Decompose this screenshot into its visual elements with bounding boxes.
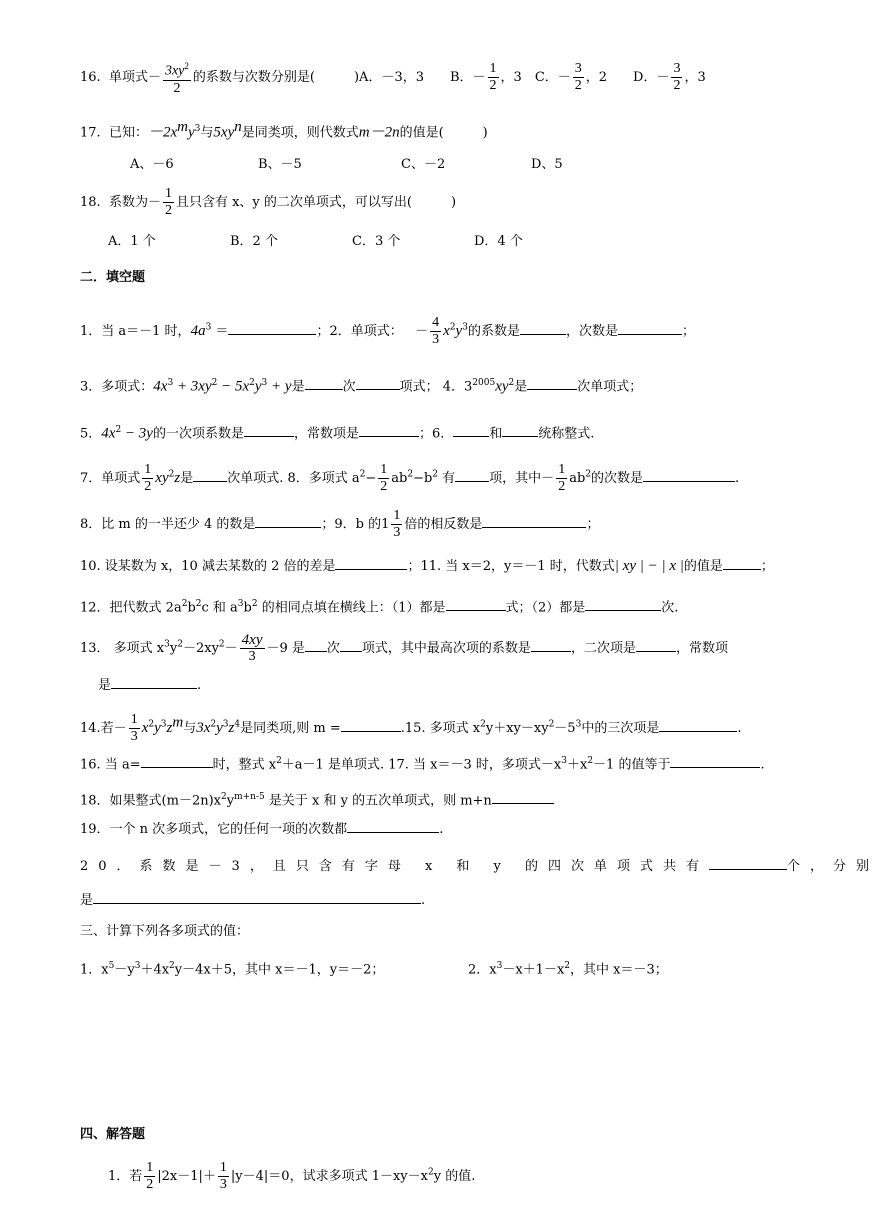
text: . [197,678,202,693]
text: ，二次项是 [570,641,636,656]
text: 12．把代数式 2a [80,600,182,616]
answer-blank[interactable] [531,637,571,652]
fill-16-17 [80,751,765,775]
answer-blank[interactable] [482,513,586,528]
math: －2x [147,124,178,141]
text: ，常数项是 [293,426,359,442]
sup: 2 [359,469,366,480]
math: z [228,720,235,736]
frac-den: 3 [248,649,256,664]
answer-blank[interactable] [244,422,294,437]
fill-1-2 [80,315,695,348]
text: ，常数项 [675,641,728,656]
frac-num: 1 [146,1160,154,1175]
section-title-calc: 三、计算下列各多项式的值： [80,924,250,939]
frac-num: 3 [673,60,681,76]
frac-num: 1 [489,60,497,76]
math: − 5x [217,378,250,395]
sup: 2 [181,599,188,609]
sup: 2 [548,719,555,730]
text: 中的三次项是 [581,721,660,736]
text: － [415,324,429,339]
text: 系数为－ [108,195,161,210]
text: 的一次项系数是 [152,426,244,442]
frac-den: 2 [558,479,566,494]
answer-blank[interactable] [636,637,676,652]
answer-blank[interactable] [618,320,682,335]
answer-blank[interactable] [527,375,577,390]
text: 5． [80,426,102,442]
fraction [240,632,265,665]
sup: 3 [222,719,229,730]
text: 时，整式 x [212,757,277,773]
sup: 2 [508,378,515,388]
option-b: B．2 个 [230,234,278,249]
frac-den: 2 [574,77,582,93]
text: ； [681,324,695,339]
section-title-answer: 四、解答题 [80,1127,146,1142]
text: 的值是 [683,559,723,574]
frac-den: 3 [130,729,138,744]
math: y [216,720,223,736]
mixed-whole: 1 [381,517,390,532]
text: ，3 [684,69,706,85]
fill-12 [80,594,678,618]
text: 的次数是 [591,471,644,486]
sup: 3 [134,961,141,971]
sup: 2 [427,1167,434,1178]
sup: 2 [195,599,202,609]
text: ，次数是 [565,324,618,339]
question-16 [80,58,706,97]
fraction [556,462,567,495]
fill-14-15 [80,712,741,745]
text: 1．若 [108,1169,143,1184]
calc-1 [80,956,384,980]
text: y [169,641,178,656]
section-title-fill: 二．填空题 [80,270,146,285]
text: 的系数与次数分别是( )A．－3，3 B．－ [192,69,486,85]
answer-blank[interactable] [359,422,419,437]
fraction [671,61,682,94]
frac-den: 3 [393,525,401,540]
q-number: 16. [80,69,101,85]
option-d: D、5 [531,157,563,172]
text: 式；（2）都是 [505,600,586,616]
text: −b [413,471,433,486]
answer-blank[interactable] [111,674,197,689]
answer-blank[interactable] [228,320,316,335]
answer-blank[interactable] [340,637,362,652]
text: 已知： [108,125,148,141]
sup: n [234,119,242,135]
math: z [174,470,181,486]
sup: m+n-5 [234,792,265,802]
text: 统称整式. [538,426,595,442]
answer-blank[interactable] [585,596,661,611]
fraction [163,186,174,219]
answer-blank[interactable] [93,889,421,904]
sup: 3 [462,322,468,333]
text: 8．比 m 的一半还少 4 的数是 [80,517,256,532]
text: ，其中 x＝－3； [570,962,668,978]
sup: 2 [249,378,255,388]
fraction [573,61,584,94]
sup: 3 [261,378,268,388]
text: |y－4|＝0，试求多项式 1－xy－x [230,1169,428,1184]
text: ；11. 当 x＝2，y＝－1 时，代数式 [407,559,615,574]
fill-13-cont [98,674,201,696]
fill-20 [80,855,879,877]
math: | xy | − | x | [614,558,684,574]
text: ＋x [566,757,588,773]
math: x [141,720,149,736]
text: 是 [80,893,94,908]
math: z [166,720,173,736]
sup: 3 [167,378,174,388]
text: 2．x [468,962,497,978]
frac-num: 1 [380,462,388,477]
answer-blank[interactable] [492,789,554,804]
text: 是 [180,471,194,486]
sup: 2 [564,961,571,971]
option-c: C、－2 [401,157,446,172]
answer-blank[interactable] [341,717,401,732]
sup: 2 [585,469,591,480]
fill-19 [80,818,443,840]
sup: 2 [480,719,486,730]
fraction [378,462,389,495]
sup: 2 [168,469,175,480]
text: 20．系数是－3，且只含有字母 x 和 y 的四次单项式共有 [80,859,710,874]
text: －2xy [182,641,219,656]
answer-blank[interactable] [141,753,213,768]
math: xy [155,470,169,486]
text: ； [760,559,774,574]
frac-den: 2 [164,203,172,218]
sup: 2 [221,792,227,802]
text: y [226,793,235,809]
text: 19．一个 n 次多项式，它的任何一项的次数都 [80,822,348,837]
fraction [430,315,441,348]
text: 与 [200,125,214,141]
sup: 3 [194,124,201,134]
text: .15. 多项式 x [400,721,481,736]
text: 18．如果整式(m－2n)x [80,793,221,809]
frac-num: 1 [130,712,138,727]
text: －9 是 [266,641,305,656]
text: 且只含有 x、y 的二次单项式，可以写出( ) [175,195,457,210]
q17-options [130,155,563,175]
sup: 2 [169,961,175,971]
text: 13． 多项式 x [80,641,165,656]
text: 次 [326,641,340,656]
answer-1 [108,1160,475,1193]
math: 5xy [213,124,235,141]
frac-den: 3 [432,332,440,347]
sup: 2 [432,469,439,480]
frac-den: 2 [144,479,152,494]
sup: 2 [184,61,189,71]
math: xy [495,378,509,395]
text: －y [114,962,135,978]
text: 的值是( ) [399,125,488,141]
text: . [737,721,742,736]
math: m－2n [358,124,400,141]
answer-blank[interactable] [659,717,737,732]
text: 有 [438,471,456,486]
question-17 [80,117,488,143]
text: 1．当 a＝－1 时， [80,324,191,339]
text: y＋xy－xy [485,721,549,736]
option-b: B、－5 [258,157,302,172]
math: 4x [153,378,168,395]
text: y－4x＋5，其中 x＝－1，y＝－2； [174,962,385,978]
sup: 3 [575,719,582,730]
sup: 3 [160,719,167,730]
fill-20-cont [80,889,425,911]
text: 10. 设某数为 x，10 减去某数的 2 倍的差是 [80,559,336,574]
text: 是 [98,678,112,693]
math: y [187,124,195,141]
answer-blank[interactable] [356,375,400,390]
text: 次. [661,600,679,616]
text: 次单项式； [577,379,643,395]
frac-den: 2 [146,1177,154,1192]
q-number: 18. [80,195,101,210]
frac-den: 2 [380,479,388,494]
frac-num: 1 [219,1160,227,1175]
option-c: C．3 个 [352,234,401,249]
text: ，3 C．－ [500,69,571,85]
sup: 2 [587,756,594,766]
frac-den: 2 [173,80,181,96]
sup: 2 [148,719,155,730]
math: 4x [101,425,116,442]
fill-8-9 [80,508,599,541]
fill-7-8 [80,462,739,495]
q18-options [108,232,523,252]
text: 是同类项,则 m = [240,721,341,736]
text: ab [391,471,408,486]
sup: 2 [449,322,456,333]
text: 是关于 x 和 y 的五次单项式，则 m+n [264,793,492,809]
text: . [760,757,765,773]
sup: 4 [234,719,241,730]
calc-2 [468,956,668,980]
fraction [163,58,191,97]
text: ，2 D．－ [585,69,670,85]
text: 3 [464,379,473,395]
sup: 2 [276,756,282,766]
text: c 和 a [201,600,238,616]
text: ；2．单项式： [316,324,403,339]
sup: 3 [205,322,212,333]
math: y [455,323,463,339]
fraction [144,1160,155,1193]
frac-num: 1 [393,508,401,523]
frac-num: 1 [164,186,172,201]
text: 个，分别 [787,859,879,874]
sup: 2 [251,599,258,609]
sup: m [172,714,184,731]
sup: 2 [211,378,218,388]
frac-num: 3 [574,60,582,76]
answer-blank[interactable] [193,467,227,482]
answer-blank[interactable] [502,422,538,437]
frac-num: 4xy [241,632,263,648]
text: ； [586,517,600,532]
sup: 3 [496,961,503,971]
option-d: D．4 个 [474,234,523,249]
answer-blank[interactable] [723,555,761,570]
fraction [488,61,499,94]
sup: m [177,119,188,135]
text: 项式； 4． [399,379,464,395]
answer-blank[interactable] [446,596,506,611]
text: 倍的相反数是 [404,517,483,532]
math: + y [267,378,292,395]
text: 与 [183,721,197,736]
frac-den: 2 [673,77,681,93]
text: －x＋1－x [502,962,565,978]
text: ＋4x [140,962,170,978]
text: . [421,893,426,908]
text: |2x－1|＋ [157,1169,216,1184]
sup: 5 [108,961,115,971]
answer-blank[interactable] [305,637,327,652]
fill-3-4 [80,373,642,397]
question-18 [80,186,456,219]
text: 3．多项式： [80,379,154,395]
frac-den: 2 [489,77,497,93]
sup: 2005 [472,378,496,388]
text: 和 [489,426,503,442]
fill-18 [80,787,554,811]
text: − [365,471,377,486]
math: x [443,323,450,339]
text: 次 [342,379,356,395]
math: 3x [196,720,211,736]
sup: 3 [561,756,567,766]
fraction [218,1160,229,1193]
answer-blank[interactable] [305,375,343,390]
text: y 的值. [433,1169,476,1184]
sup: 2 [218,639,225,650]
answer-blank[interactable] [255,513,321,528]
answer-blank[interactable] [335,555,407,570]
text: ；6． [419,426,454,442]
fill-5-6 [80,420,594,444]
math: + 3xy [173,378,212,395]
text: . [439,822,444,837]
text: 的系数是 [467,324,520,339]
fill-10-11 [80,555,774,577]
fraction [129,712,140,745]
text: 是 [291,379,305,395]
sup: 2 [177,639,183,650]
option-a: A、－6 [130,157,174,172]
text: ＋a－1 是单项式. 17. 当 x＝－3 时，多项式－x [281,757,562,773]
math: − 3y [121,425,153,442]
text: － [224,641,238,656]
text: 单项式－ [108,69,161,85]
text: ；9．b 的 [321,517,382,532]
sup: 3 [164,639,170,650]
math: 4a [190,323,206,339]
text: 项，其中－ [489,471,555,486]
frac-num: 1 [558,462,566,477]
text: －5 [554,721,576,736]
answer-blank[interactable] [709,855,787,870]
sup: 2 [210,719,217,730]
text: . [735,471,740,486]
q-number: 17. [80,125,101,141]
fraction [142,462,153,495]
text: 7．单项式 [80,471,141,486]
answer-blank[interactable] [453,422,489,437]
sup: 3 [237,599,244,609]
text: 16. 当 a= [80,757,141,773]
text: 是 [514,379,528,395]
math: y [154,720,161,736]
text: －1 的值等于 [593,757,671,773]
text: 次单项式. 8．多项式 a [227,471,360,486]
frac-num: 3xy [164,63,185,79]
fill-13 [80,632,728,665]
frac-num: 4 [432,315,440,330]
text: 的相同点填在横线上：（1）都是 [257,600,446,616]
fraction [391,508,402,541]
text: ＝ [211,324,229,339]
option-a: A．1 个 [108,234,156,249]
text: 14.若－ [80,721,127,736]
answer-blank[interactable] [455,467,489,482]
text: 项式，其中最高次项的系数是 [361,641,531,656]
math: y [254,378,262,395]
answer-blank[interactable] [347,818,439,833]
frac-den: 3 [219,1177,227,1192]
text: ab [569,471,586,486]
text: 是同类项，则代数式 [241,125,359,141]
answer-blank[interactable] [670,753,760,768]
answer-blank[interactable] [643,467,735,482]
sup: 2 [407,469,414,480]
answer-blank[interactable] [520,320,566,335]
text: 1．x [80,962,109,978]
frac-num: 1 [144,462,152,477]
text: b [243,600,252,616]
sup: 2 [115,425,122,435]
text: b [187,600,196,616]
